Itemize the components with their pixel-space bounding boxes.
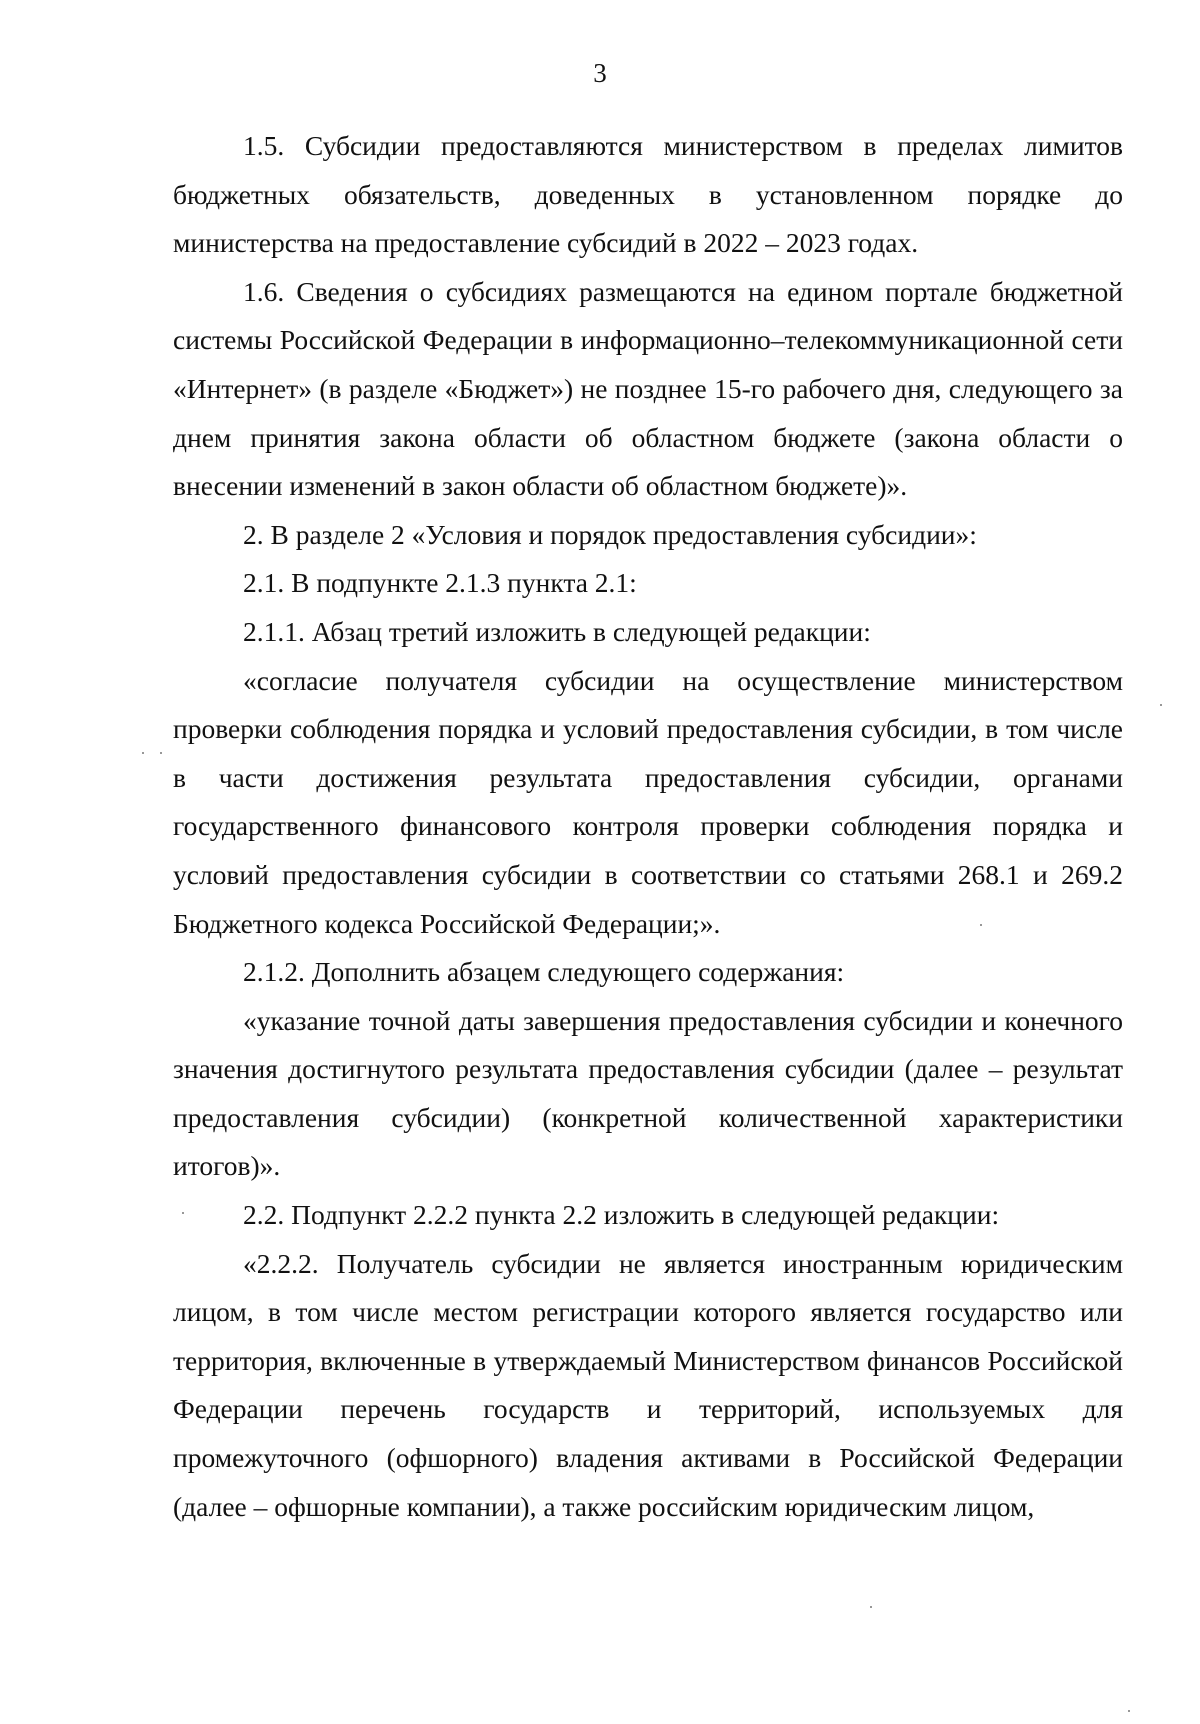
paragraph-2: 2. В разделе 2 «Условия и порядок предоставления субсидии»: — [243, 518, 977, 550]
quoted-paragraph-consent: «согласие получателя субсидии на осуществление министерством проверки соблюдения порядка и условий предоставления субсидии, в том числе в части достижения результата предоставления субсидии, органами государственного финансового контроля проверки соблюдения порядка и условий предоставления субсидии в соответствии со статьями 268.1 и 269.2 Бюджетного кодекса Российской Федерации;». — [173, 664, 1123, 939]
paragraph-2-1-1: 2.1.1. Абзац третий изложить в следующей редакции: — [243, 615, 871, 647]
scan-speck — [160, 752, 162, 754]
scan-speck — [870, 1606, 872, 1608]
scan-speck — [142, 752, 144, 754]
document-body — [173, 122, 1123, 1531]
scan-speck — [980, 924, 982, 926]
scan-speck — [1128, 1710, 1130, 1712]
paragraph-2-1-2: 2.1.2. Дополнить абзацем следующего содержания: — [243, 956, 845, 988]
quoted-paragraph-2-2-2: «2.2.2. Получатель субсидии не является иностранным юридическим лицом, в том числе местом регистрации которого является государство или территория, включенные в утверждаемый Министерством финансов Российской Федерации перечень государств и территорий, используемых для промежуточного (офшорного) владения активами в Российской Федерации (далее – офшорные компании), а также российским юридическим лицом, — [173, 1247, 1123, 1522]
scan-speck — [1160, 704, 1162, 706]
paragraph-2-2: 2.2. Подпункт 2.2.2 пункта 2.2 изложить в следующей редакции: — [243, 1199, 1000, 1231]
quoted-paragraph-date: «указание точной даты завершения предоставления субсидии и конечного значения достигнутого результата предоставления субсидии (далее – результат предоставления субсидии) (конкретной количественной характеристики итогов)». — [173, 1004, 1123, 1182]
page-number: 3 — [593, 58, 607, 88]
paragraph-2-1: 2.1. В подпункте 2.1.3 пункта 2.1: — [243, 567, 637, 599]
scan-speck — [182, 1212, 184, 1214]
paragraph-1-5: 1.5. Субсидии предоставляются министерством в пределах лимитов бюджетных обязательств, доведенных в установленном порядке до министерства на предоставление субсидий в 2022 – 2023 годах. — [173, 130, 1123, 259]
paragraph-1-6: 1.6. Сведения о субсидиях размещаются на едином портале бюджетной системы Российской Федерации в информационно–телекоммуникационной сети «Интернет» (в разделе «Бюджет») не позднее 15-го рабочего дня, следующего за днем принятия закона области об областном бюджете (закона области о внесении изменений в закон области об областном бюджете)». — [173, 275, 1123, 502]
